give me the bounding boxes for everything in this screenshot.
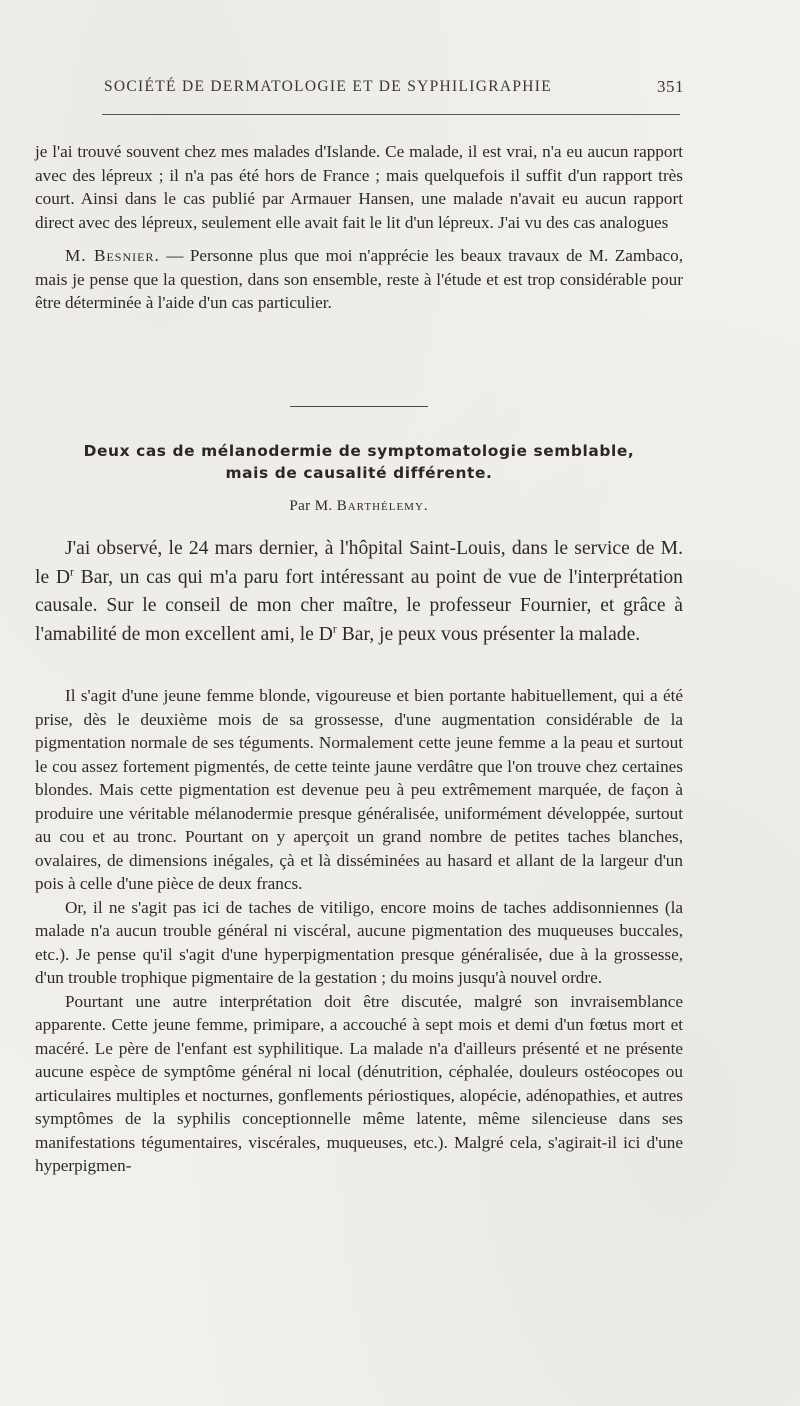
article-title	[35, 440, 683, 484]
article-byline	[35, 498, 683, 515]
byline-author: Barthélemy.	[336, 498, 429, 514]
besnier-remark	[35, 244, 683, 315]
page-number: 351	[657, 77, 684, 96]
article-title-line-2: mais de causalité différente.	[225, 464, 493, 482]
intro-superscript-1: r	[70, 565, 74, 579]
running-head: SOCIÉTÉ DE DERMATOLOGIE ET DE SYPHILIGRAPHIE	[104, 78, 552, 95]
page-header	[104, 78, 684, 104]
case-description-paragraph: Il s'agit d'une jeune femme blonde, vigoureuse et bien portante habituellement, qui a été prise, dès le deuxième mois de sa grossesse, d'une augmentation considérable de la pigmentation normale de ses téguments. Normalement cette jeune femme a la peau et surtout le cou assez fortement pigmentés, de cette teinte jaune verdâtre que l'on trouve chez certaines blondes. Mais cette pigmentation est devenue peu à peu extrêmement marquée, de façon à produire une véritable mélanodermie presque généralisée, uniformément développée, surtout au cou et au tronc. Pourtant on y aperçoit un grand nombre de petites taches blanches, ovalaires, de dimensions inégales, çà et là disséminées au hasard et allant de la largeur d'un pois à celle d'une pièce de deux francs.	[35, 686, 683, 893]
intro-text-1: J'ai observé, le 24 mars dernier, à l'hôpital Saint-Louis, dans le service de M. le D	[35, 538, 683, 588]
article-title-line-1: Deux cas de mélanodermie de symptomatologie semblable,	[83, 442, 635, 460]
intro-text-3: Bar, je peux vous présenter la malade.	[336, 623, 641, 645]
intro-superscript-2: r	[332, 622, 337, 636]
byline-prefix: Par M.	[289, 498, 337, 514]
alternative-interpretation-paragraph: Pourtant une autre interprétation doit être discutée, malgré son invraisemblance apparente. Cette jeune femme, primipare, a accouché à sept mois et demi d'un fœtus mort et macéré. Le père de l'enfant est syphilitique. La malade n'a d'ailleurs présenté et ne présente aucune espèce de symptôme général ni local (dénutrition, céphalée, douleurs ostéocopes ou articulaires multiples et nocturnes, gonflements périostiques, alopécie, adénopathies, et autres symptômes de la syphilis conceptionnelle même latente, même silencieuse dans ses manifestations tégumentaires, viscérales, muqueuses, etc.). Malgré cela, s'agirait-il ici d'une hyperpigmen-	[35, 991, 683, 1175]
speaker-text: — Personne plus que moi n'apprécie les beaux travaux de M. Zambaco, mais je pense que la question, dans son ensemble, reste à l'étude et est trop considérable pour être déterminée à l'aide d'un cas particulier.	[35, 246, 683, 312]
header-rule	[102, 114, 680, 115]
intro-paragraph	[35, 535, 683, 649]
article-intro	[35, 535, 683, 649]
speaker-name: M. Besnier.	[65, 246, 160, 265]
article-body	[35, 684, 683, 1178]
discussion-section	[35, 140, 683, 315]
diagnosis-paragraph: Or, il ne s'agit pas ici de taches de vitiligo, encore moins de taches addisonniennes (la malade n'a aucun trouble général ni viscéral, aucune pigmentation des muqueuses buccales, etc.). Je pense qu'il s'agit d'une hyperpigmentation presque généralisée, due à la grossesse, d'un trouble trophique pigmentaire de la gestation ; du moins jusqu'à nouvel ordre.	[35, 897, 683, 987]
section-separator	[290, 406, 428, 407]
intro-text-2: Bar, un cas qui m'a paru fort intéressant au point de vue de l'interprétation causale. Sur le conseil de mon cher maître, le professeur Fournier, et grâce à l'amabilité de mon excellent ami, le D	[35, 566, 683, 645]
discussion-paragraph: je l'ai trouvé souvent chez mes malades d'Islande. Ce malade, il est vrai, n'a eu aucun rapport avec des lépreux ; il n'a pas été hors de France ; mais quelquefois il suffit d'un rapport très court. Ainsi dans le cas publié par Armauer Hansen, une malade n'avait eu aucun rapport direct avec des lépreux, seulement elle avait fait le lit d'un lépreux. J'ai vu des cas analogues	[35, 142, 683, 232]
